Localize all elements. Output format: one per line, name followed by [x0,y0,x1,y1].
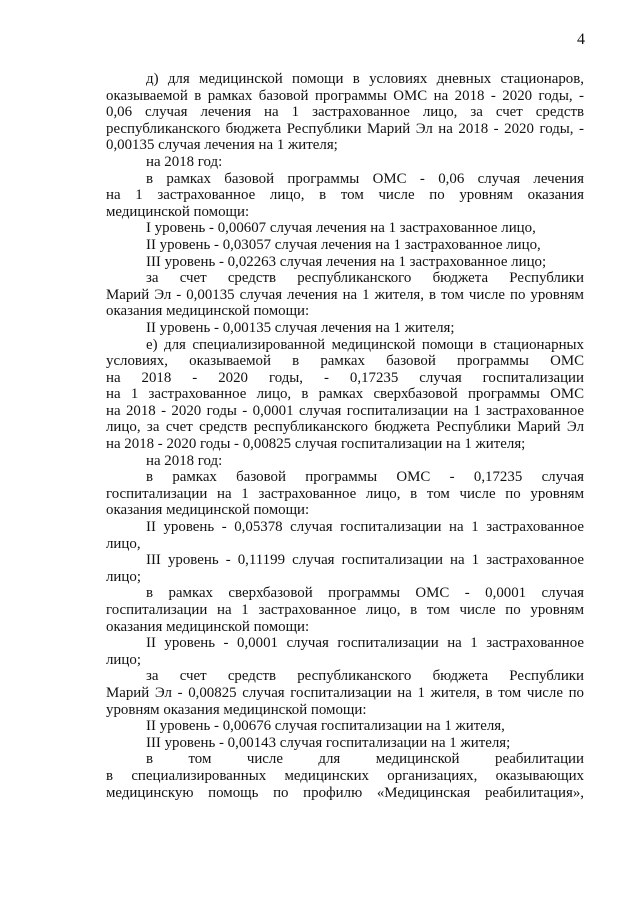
text-line: Марий Эл - 0,00135 случая лечения на 1 жителя, в том числе по уровням [106,286,584,303]
text-line: на 2018 - 2020 годы - 0,0001 случая госпитализации на 1 застрахованное [106,402,584,419]
text-line: лицо; [106,651,141,668]
text-line: I уровень - 0,00607 случая лечения на 1 застрахованное лицо, [146,220,536,237]
text-line: госпитализации на 1 застрахованное лицо, в том числе по уровням [106,485,584,502]
text-line: на 2018 год: [146,153,223,170]
text-line: в том числе для медицинской реабилитации [146,751,584,768]
text-line: уровням оказания медицинской помощи: [106,701,367,718]
text-line: III уровень - 0,00143 случая госпитализации на 1 жителя; [146,734,511,751]
text-line: на 2018 год: [146,452,223,469]
text-line: оказания медицинской помощи: [106,502,310,519]
text-line: на 2018 - 2020 годы, - 0,17235 случая госпитализации [106,369,584,386]
text-line: в рамках базовой программы ОМС - 0,17235 случая [146,469,584,486]
text-line: Марий Эл - 0,00825 случая госпитализации на 1 жителя, в том числе по [106,684,584,701]
text-line: II уровень - 0,0001 случая госпитализации на 1 застрахованное [146,635,584,652]
text-line: за счет средств республиканского бюджета Республики [146,270,584,287]
text-line: на 1 застрахованное лицо, в рамках сверхбазовой программы ОМС [106,386,584,403]
text-line: д) для медицинской помощи в условиях дневных стационаров, [146,71,584,87]
text-line: медицинскую помощь по профилю «Медицинская реабилитация», [106,784,584,801]
text-line: республиканского бюджета Республики Марий Эл на 2018 - 2020 годы, - [106,120,584,137]
text-line: госпитализации на 1 застрахованное лицо, в том числе по уровням [106,602,584,618]
text-line: 0,00135 случая лечения на 1 жителя; [106,137,338,154]
page-number: 4 [577,31,585,48]
text-line: в рамках базовой программы ОМС - 0,06 случая лечения [146,170,584,187]
text-line: на 2018 - 2020 годы - 0,00825 случая госпитализации на 1 жителя; [106,436,526,453]
text-line: е) для специализированной медицинской помощи в стационарных [146,336,584,353]
text-line: в специализированных медицинских организациях, оказывающих [106,767,584,784]
text-line: оказания медицинской помощи: [106,303,310,320]
text-line: оказания медицинской помощи: [106,618,310,635]
text-line: II уровень - 0,03057 случая лечения на 1 застрахованное лицо, [146,236,541,253]
text-line: медицинской помощи: [106,203,250,220]
text-line: 0,06 случая лечения на 1 застрахованное лицо, за счет средств [106,104,584,121]
text-line: за счет средств республиканского бюджета Республики [146,668,584,685]
text-line: II уровень - 0,00135 случая лечения на 1 жителя; [146,319,455,336]
text-line: III уровень - 0,02263 случая лечения на 1 застрахованное лицо; [146,253,547,270]
text-line: оказываемой в рамках базовой программы ОМС на 2018 - 2020 годы, - [106,87,584,104]
text-line: в рамках сверхбазовой программы ОМС - 0,0001 случая [146,585,584,602]
text-line: II уровень - 0,00676 случая госпитализации на 1 жителя, [146,718,505,735]
text-line: на 1 застрахованное лицо, в том числе по уровням оказания [106,187,584,204]
text-line: II уровень - 0,05378 случая госпитализации на 1 застрахованное [146,519,584,536]
text-line: III уровень - 0,11199 случая госпитализации на 1 застрахованное [146,552,584,569]
text-line: условиях, оказываемой в рамках базовой программы ОМС [106,353,584,370]
text-line: лицо; [106,568,141,585]
document-body [106,71,584,801]
text-line: лицо, [106,535,141,552]
text-line: лицо, за счет средств республиканского бюджета Республики Марий Эл [106,419,584,436]
